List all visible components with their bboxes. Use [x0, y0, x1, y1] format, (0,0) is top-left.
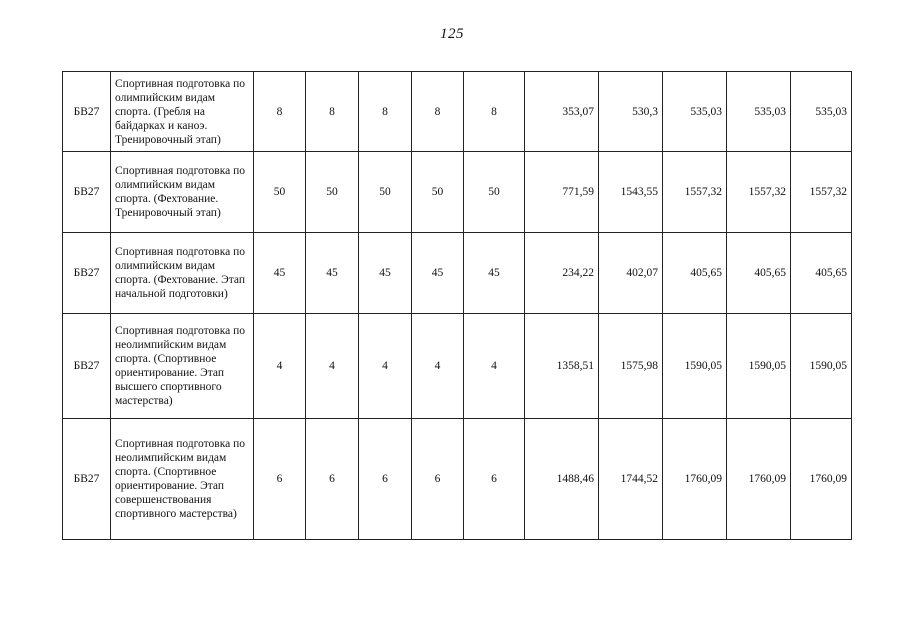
count-cell: 8: [306, 72, 359, 152]
count-cell: 50: [306, 152, 359, 233]
amount-cell: 405,65: [727, 233, 791, 314]
count-cell: 4: [254, 314, 306, 419]
count-cell: 6: [359, 419, 412, 540]
count-cell: 8: [464, 72, 525, 152]
table-row: [63, 152, 852, 233]
count-cell: 50: [464, 152, 525, 233]
data-table: [62, 71, 852, 540]
amount-cell: 1575,98: [599, 314, 663, 419]
amount-cell: 1760,09: [791, 419, 852, 540]
row-description: Спортивная подготовка по олимпийским видам спорта. (Фехтование. Этап начальной подготовки): [111, 233, 254, 314]
amount-cell: 1358,51: [525, 314, 599, 419]
count-cell: 50: [254, 152, 306, 233]
amount-cell: 405,65: [663, 233, 727, 314]
amount-cell: 1590,05: [791, 314, 852, 419]
row-description: Спортивная подготовка по олимпийским видам спорта. (Фехтование. Тренировочный этап): [111, 152, 254, 233]
count-cell: 4: [359, 314, 412, 419]
count-cell: 4: [306, 314, 359, 419]
page-number: 125: [440, 26, 464, 42]
amount-cell: 771,59: [525, 152, 599, 233]
amount-cell: 535,03: [727, 72, 791, 152]
count-cell: 6: [464, 419, 525, 540]
row-description: Спортивная подготовка по неолимпийским видам спорта. (Спортивное ориентирование. Этап совершенствования спортивного мастерства): [111, 419, 254, 540]
amount-cell: 402,07: [599, 233, 663, 314]
amount-cell: 405,65: [791, 233, 852, 314]
amount-cell: 1557,32: [663, 152, 727, 233]
amount-cell: 1590,05: [727, 314, 791, 419]
row-code: БВ27: [63, 152, 111, 233]
count-cell: 50: [412, 152, 464, 233]
amount-cell: 1744,52: [599, 419, 663, 540]
amount-cell: 1557,32: [791, 152, 852, 233]
count-cell: 8: [254, 72, 306, 152]
count-cell: 45: [412, 233, 464, 314]
table-row: [63, 233, 852, 314]
row-code: БВ27: [63, 233, 111, 314]
count-cell: 8: [359, 72, 412, 152]
amount-cell: 1543,55: [599, 152, 663, 233]
count-cell: 45: [254, 233, 306, 314]
amount-cell: 535,03: [663, 72, 727, 152]
amount-cell: 1760,09: [727, 419, 791, 540]
count-cell: 50: [359, 152, 412, 233]
table-row: [63, 72, 852, 152]
count-cell: 4: [464, 314, 525, 419]
row-description: Спортивная подготовка по неолимпийским видам спорта. (Спортивное ориентирование. Этап высшего спортивного мастерства): [111, 314, 254, 419]
amount-cell: 1557,32: [727, 152, 791, 233]
row-code: БВ27: [63, 419, 111, 540]
row-description: Спортивная подготовка по олимпийским видам спорта. (Гребля на байдарках и каноэ. Тренировочный этап): [111, 72, 254, 152]
row-code: БВ27: [63, 72, 111, 152]
count-cell: 6: [306, 419, 359, 540]
amount-cell: 535,03: [791, 72, 852, 152]
amount-cell: 1590,05: [663, 314, 727, 419]
amount-cell: 1760,09: [663, 419, 727, 540]
count-cell: 8: [412, 72, 464, 152]
table-row: [63, 419, 852, 540]
count-cell: 45: [359, 233, 412, 314]
table-row: [63, 314, 852, 419]
amount-cell: 234,22: [525, 233, 599, 314]
row-code: БВ27: [63, 314, 111, 419]
amount-cell: 530,3: [599, 72, 663, 152]
amount-cell: 353,07: [525, 72, 599, 152]
count-cell: 45: [306, 233, 359, 314]
count-cell: 45: [464, 233, 525, 314]
count-cell: 6: [254, 419, 306, 540]
count-cell: 4: [412, 314, 464, 419]
amount-cell: 1488,46: [525, 419, 599, 540]
count-cell: 6: [412, 419, 464, 540]
